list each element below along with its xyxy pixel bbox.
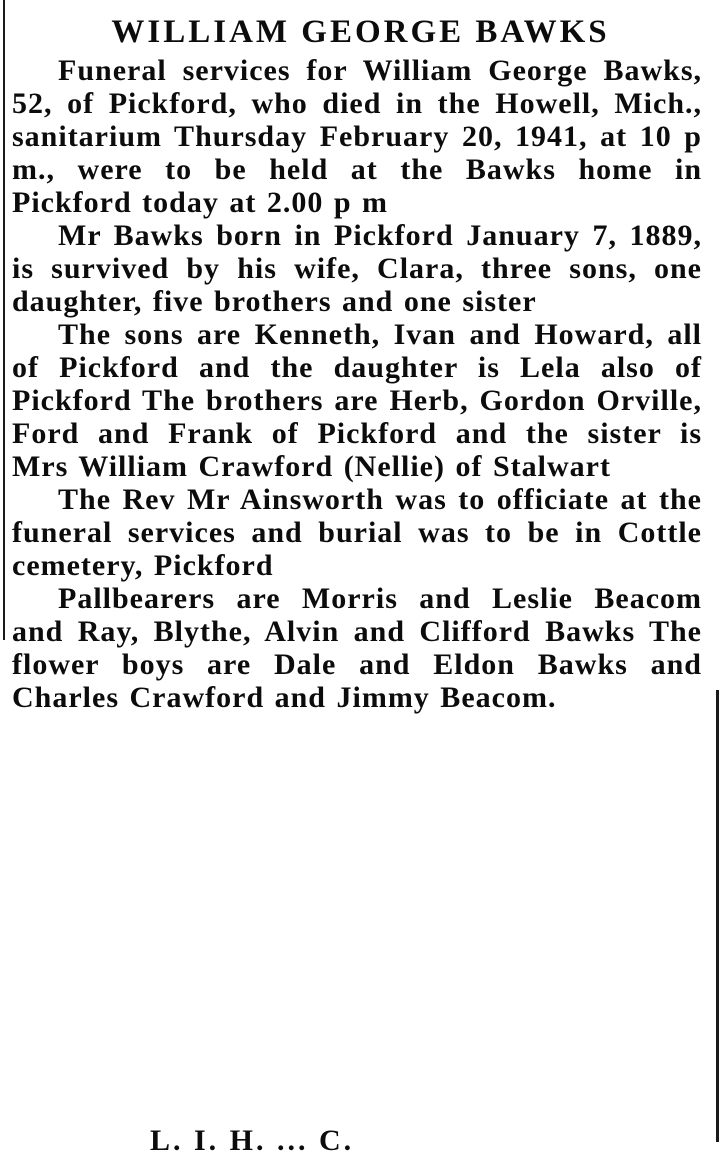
obituary-headline: WILLIAM GEORGE BAWKS [111,14,610,50]
paragraph-survivors: Mr Bawks born in Pickford January 7, 1889, is survived by his wife, Clara, three sons, one daughter, five brothers and one sister [12,219,702,318]
paragraph-officiant-burial: The Rev Mr Ainsworth was to officiate at the funeral services and burial was to be in Cottle cemetery, Pickford [12,483,702,582]
paragraph-funeral-services: Funeral services for William George Bawks, 52, of Pickford, who died in the Howell, Mich., sanitarium Thursday February 20, 1941, at 10 p m., were to be held at the Bawks home in Pickford today at 2.00 p m [12,54,702,219]
next-headline-fragment: L. I. H. ... C. [150,1124,355,1157]
column-rule-left [3,0,5,640]
paragraph-pallbearers: Pallbearers are Morris and Leslie Beacom and Ray, Blythe, Alvin and Clifford Bawks The flower boys are Dale and Eldon Bawks and Charles Crawford and Jimmy Beacom. [12,582,702,714]
obituary-body [12,54,702,714]
column-rule-right [716,690,719,1142]
paragraph-family-names: The sons are Kenneth, Ivan and Howard, all of Pickford and the daughter is Lela also of Pickford The brothers are Herb, Gordon Orville, Ford and Frank of Pickford and the sister is Mrs William Crawford (Nellie) of Stalwart [12,318,702,483]
